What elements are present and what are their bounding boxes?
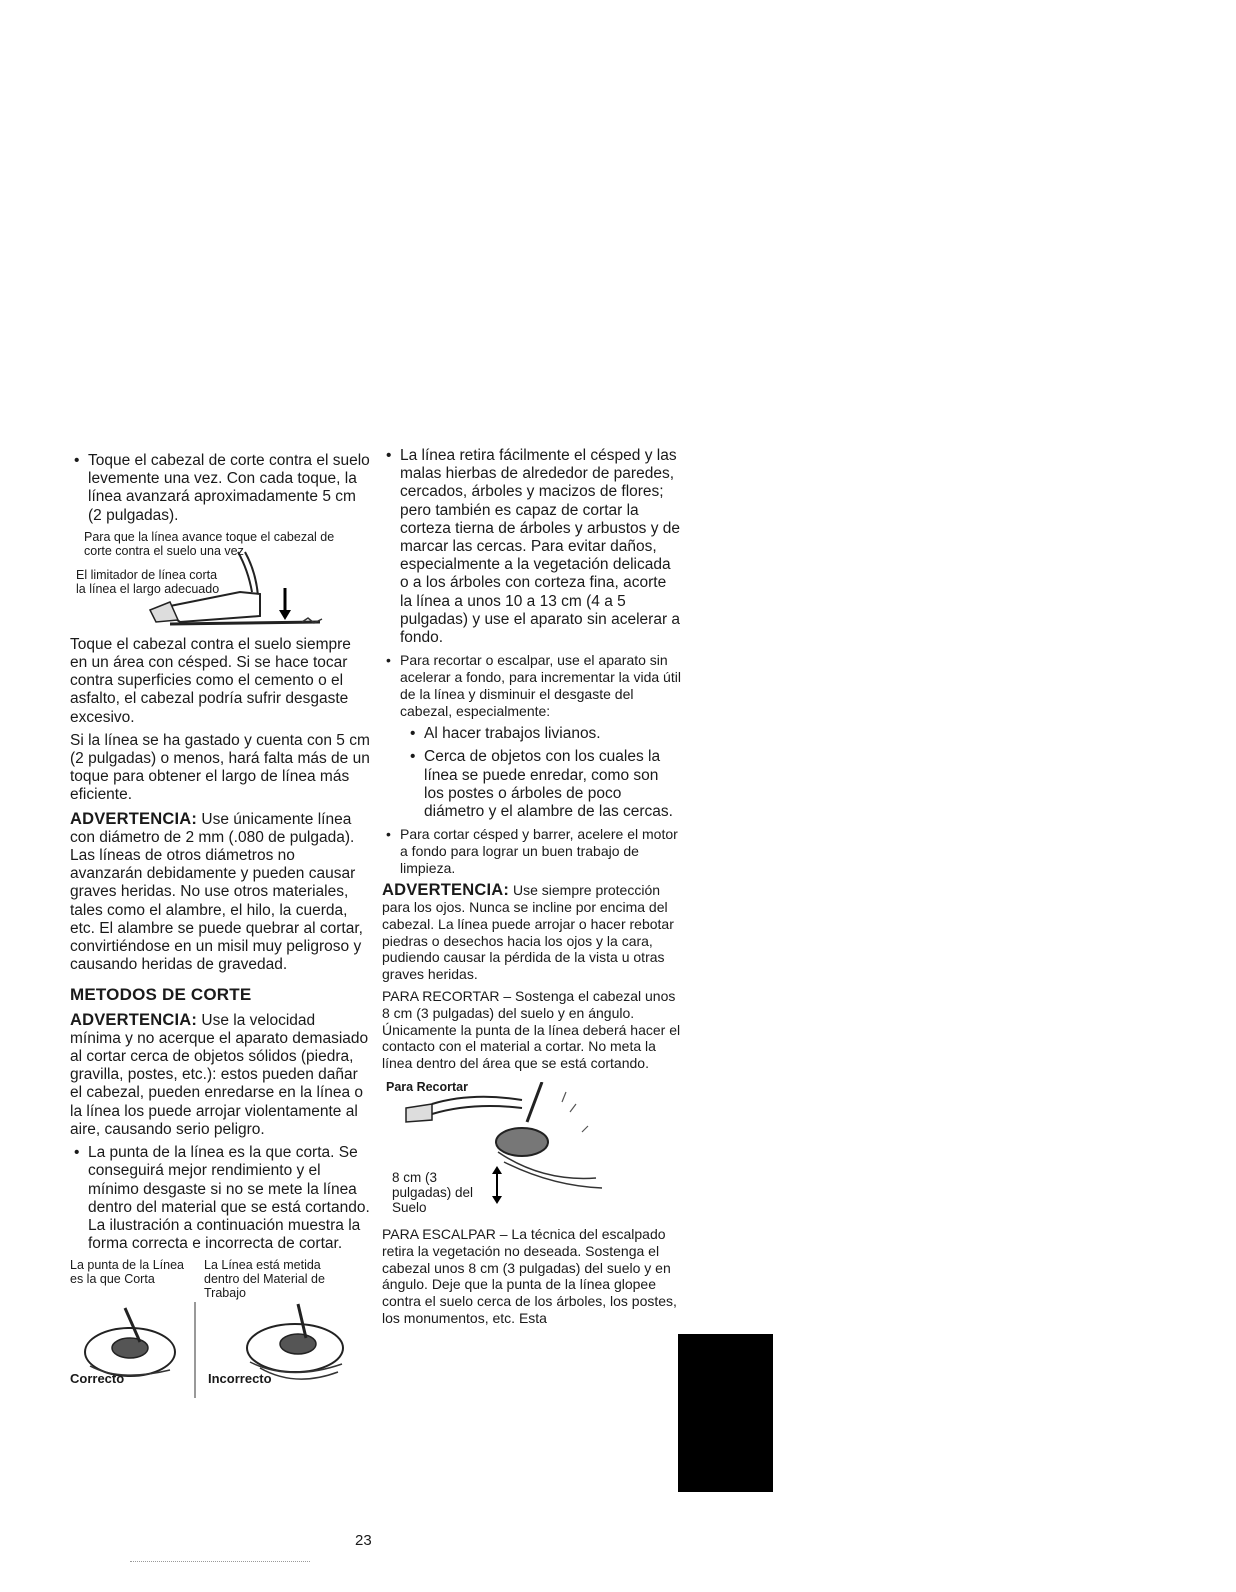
sub-bullet-cerca: • Cerca de objetos con los cuales la línea se puede enredar, como son los postes o árboles de poco diámetro y el alambre de las cercas. xyxy=(406,748,682,821)
warning-ojos xyxy=(382,882,682,983)
figure-title-recortar: Para Recortar xyxy=(386,1080,468,1095)
bottom-dotted-line xyxy=(130,1561,310,1562)
figure-caption-avance: Para que la línea avance toque el cabezal de corte contra el suelo una vez xyxy=(84,529,335,558)
para-gastado: Si la línea se ha gastado y cuenta con 5 cm (2 pulgadas) o menos, hará falta más de un toque para obtener el largo de línea más eficiente. xyxy=(70,731,370,804)
warning-lead: ADVERTENCIA: xyxy=(70,809,198,828)
caption-punta: La punta de la Línea es la que Corta xyxy=(70,1258,184,1287)
warning-diametro xyxy=(70,810,370,975)
warning-lead: ADVERTENCIA: xyxy=(70,1010,198,1029)
para-recortar: PARA RECORTAR – Sostenga el cabezal unos 8 cm (3 pulgadas) del suelo y en ángulo. Únicamente la punta de la línea deberá hacer el contacto con el material a cortar. No meta la línea dentro del área que se está cortando. xyxy=(382,988,681,1072)
left-column xyxy=(70,452,370,1388)
figure-avance-linea xyxy=(70,530,370,632)
caption-metida: La Línea está metida dentro del Material de Trabajo xyxy=(204,1258,325,1301)
bullet-barrer: • Para cortar césped y barrer, acelere el motor a fondo para lograr un buen trabajo de limpieza. xyxy=(382,826,682,877)
bullet-toque: • Toque el cabezal de corte contra el suelo levemente una vez. Con cada toque, la línea avanzará aproximadamente 5 cm (2 pulgadas). xyxy=(70,452,370,525)
warning-text: Use siempre protección para los ojos. Nunca se incline por encima del cabezal. La línea puede arrojar o hacer rebotar piedras o desechos hacia los ojos y la cara, pudiendo causar la pérdida de la vista u otras graves heridas. xyxy=(382,882,674,983)
bullet-retira: • La línea retira fácilmente el césped y las malas hierbas de alrededor de paredes, cercados, árboles y macizos de flores; pero también es capaz de cortar la corteza tierna de árboles y arbustos y de marcar las cercas. Para evitar daños, especialmente a la vegetación delicada o a los árboles con corteza fina, acorte la línea a unos 10 a 13 cm (4 a 5 pulgadas) y use el aparato sin acelerar a fondo. xyxy=(382,447,682,647)
label-incorrecto: Incorrecto xyxy=(208,1371,272,1387)
warning-velocidad xyxy=(70,1011,370,1139)
sub-bullet-livianos: • Al hacer trabajos livianos. xyxy=(406,725,682,743)
warning-lead: ADVERTENCIA: xyxy=(382,881,510,900)
bullet-punta: • La punta de la línea es la que corta. Se conseguirá mejor rendimiento y el mínimo desgaste si no se mete la línea dentro del material que se está cortando. La ilustración a continuación muestra la forma correcta e incorrecta de cortar. xyxy=(70,1144,370,1253)
para-escalpar: PARA ESCALPAR – La técnica del escalpado retira la vegetación no deseada. Sostenga el cabezal unos 8 cm (3 pulgadas) del suelo y en ángulo. Deje que la punta de la línea glopee contra el suelo cerca de los árboles, los postes, los monumentos, etc. Esta xyxy=(382,1226,677,1326)
label-correcto: Correcto xyxy=(70,1371,125,1387)
figure-correcto-incorrecto xyxy=(70,1258,370,1388)
warning-text: Use únicamente línea con diámetro de 2 mm (.080 de pulgada). Las líneas de otros diámetros no avanzarán debidamente y pueden causar graves heridas. No use otros materiales, tales como el alambre, el hilo, la cuerda, etc. El alambre se puede quebrar al cortar, convirtiéndose en un misil muy peligroso y causando heridas de gravedad. xyxy=(70,810,363,974)
section-heading: METODOS DE CORTE xyxy=(70,985,252,1005)
trimmer-head-illustration xyxy=(70,530,360,632)
figure-label-suelo: 8 cm (3 pulgadas) del Suelo xyxy=(392,1170,474,1216)
para-cesped: Toque el cabezal contra el suelo siempre en un área con césped. Si se hace tocar contra superficies como el cemento o el asfalto, el cabezal podría sufrir desgaste excesivo. xyxy=(70,635,351,726)
right-column xyxy=(382,447,682,1332)
bullet-recortar: • Para recortar o escalpar, use el aparato sin acelerar a fondo, para incrementar la vida útil de la línea y disminuir el desgaste del cabezal, especialmente: xyxy=(382,652,682,720)
figure-label-limitador: El limitador de línea corta la línea el largo adecuado xyxy=(76,567,220,596)
page-number: 23 xyxy=(355,1532,372,1549)
figure-para-recortar xyxy=(382,1078,682,1216)
warning-text: Use la velocidad mínima y no acerque el aparato demasiado al cortar cerca de objetos sólidos (piedra, gravilla, postes, etc.): estos pueden dañar el cabezal, pueden enredarse en la línea o la línea los puede arrojar violentamente al aire, causando serio peligro. xyxy=(70,1011,369,1138)
black-tab-marker xyxy=(678,1334,773,1492)
